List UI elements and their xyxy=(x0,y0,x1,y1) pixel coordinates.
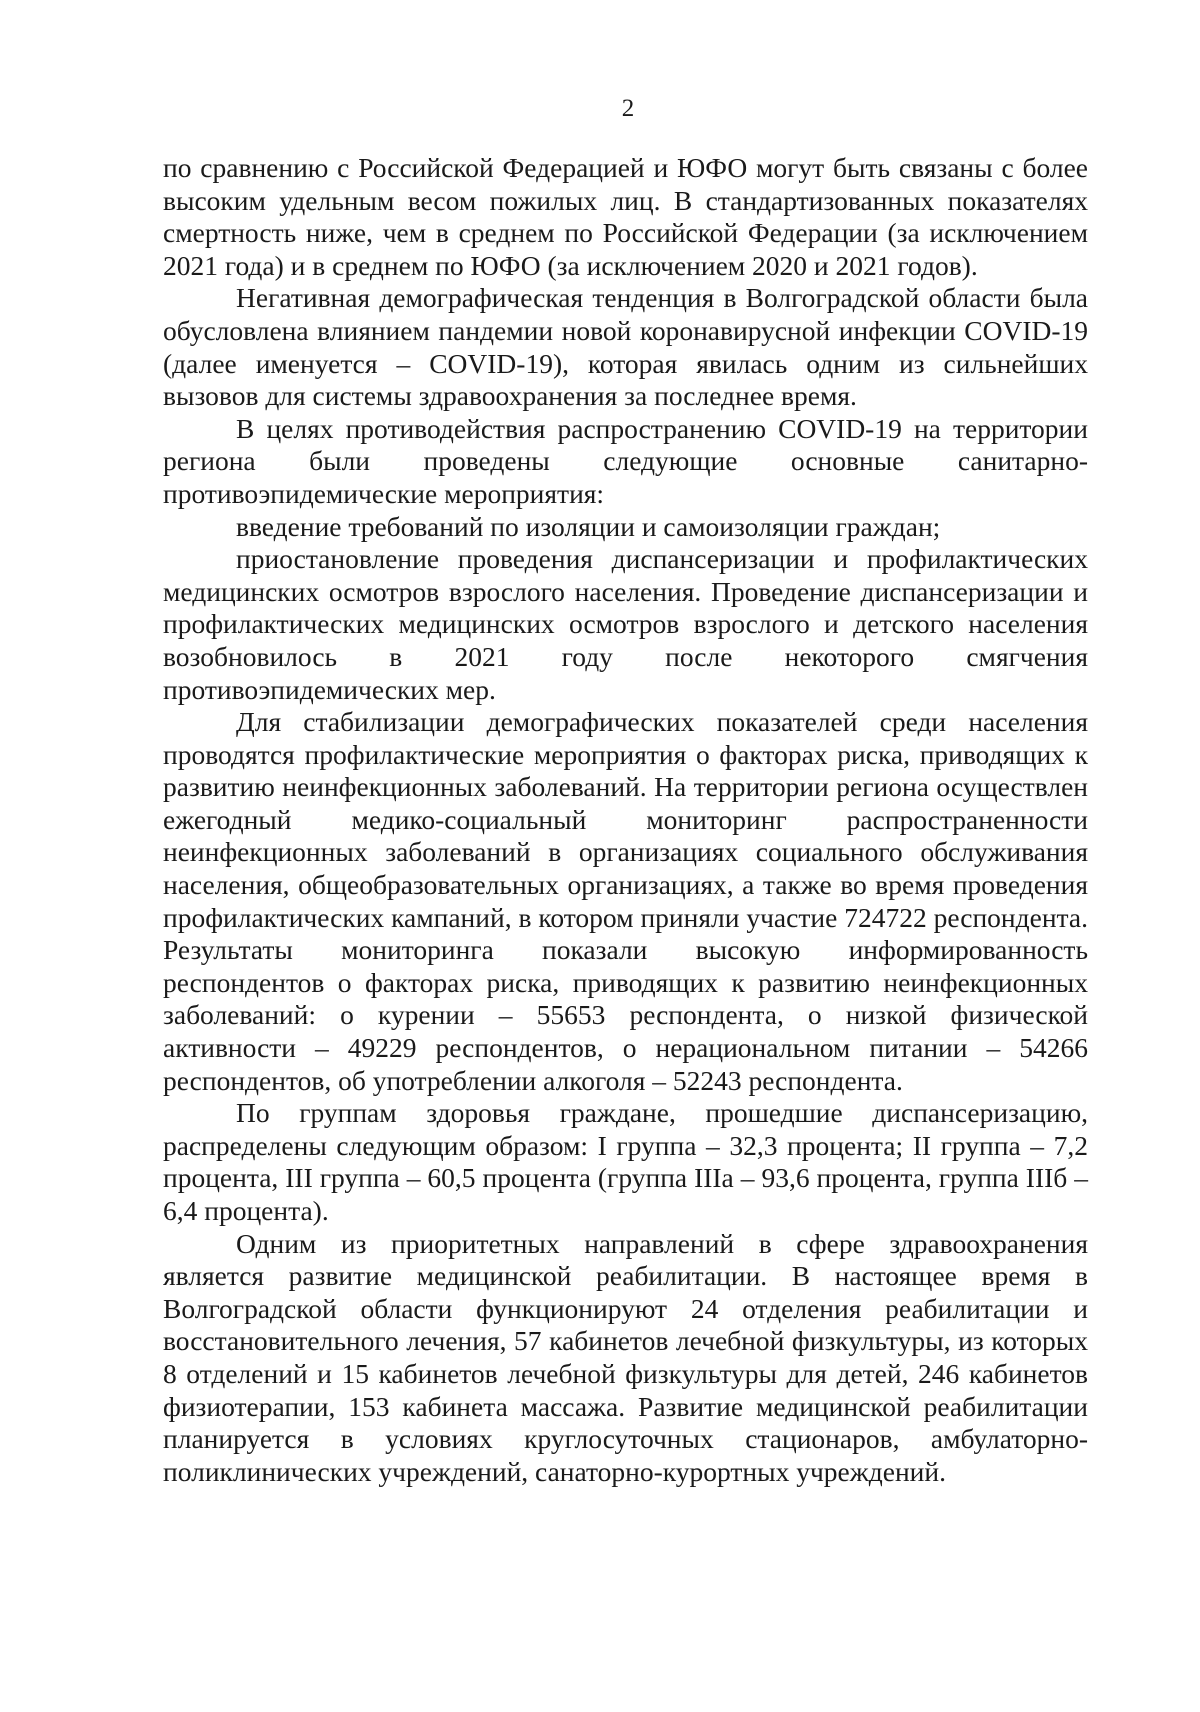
paragraph-dispensary-suspension: приостановление проведения диспансеризации и профилактических медицинских осмотров взрослого населения. Проведение диспансеризации и профилактических медицинских осмотров взрослого и детского населения возобновилось в 2021 году после некоторого смягчения противоэпидемических мер. xyxy=(163,543,1088,705)
document-body xyxy=(163,152,1088,1488)
paragraph-risk-factor-monitoring: Для стабилизации демографических показателей среди населения проводятся профилактические мероприятия о факторах риска, приводящих к развитию неинфекционных заболеваний. На территории региона осуществлен ежегодный медико-социальный мониторинг распространенности неинфекционных заболеваний в организациях социального обслуживания населения, общеобразовательных организациях, а также во время проведения профилактических кампаний, в котором приняли участие 724722 респондента. Результаты мониторинга показали высокую информированность респондентов о факторах риска, приводящих к развитию неинфекционных заболеваний: о курении – 55653 респондента, о низкой физической активности – 49229 респондентов, о нерациональном питании – 54266 респондентов, об употреблении алкоголя – 52243 респондента. xyxy=(163,706,1088,1096)
paragraph-isolation-requirements: введение требований по изоляции и самоизоляции граждан; xyxy=(236,510,941,542)
paragraph-demographic-trend: Негативная демографическая тенденция в Волгоградской области была обусловлена влиянием пандемии новой коронавирусной инфекции COVID-19 (далее именуется – COVID-19), которая явилась одним из сильнейших вызовов для системы здравоохранения за последнее время. xyxy=(163,282,1088,412)
page-number: 2 xyxy=(621,95,635,122)
paragraph-medical-rehabilitation: Одним из приоритетных направлений в сфере здравоохранения является развитие медицинской реабилитации. В настоящее время в Волгоградской области функционируют 24 отделения реабилитации и восстановительного лечения, 57 кабинетов лечебной физкультуры, из которых 8 отделений и 15 кабинетов лечебной физкультуры для детей, 246 кабинетов физиотерапии, 153 кабинета массажа. Развитие медицинской реабилитации планируется в условиях круглосуточных стационаров, амбулаторно-поликлинических учреждений, санаторно-курортных учреждений. xyxy=(163,1227,1088,1487)
paragraph-health-groups: По группам здоровья граждане, прошедшие диспансеризацию, распределены следующим образом: I группа – 32,3 процента; II группа – 7,2 процента, III группа – 60,5 процента (группа IIIа – 93,6 процента, группа IIIб – 6,4 процента). xyxy=(163,1097,1088,1226)
paragraph-mortality-comparison: по сравнению с Российской Федерацией и ЮФО могут быть связаны с более высоким удельным весом пожилых лиц. В стандартизованных показателях смертность ниже, чем в среднем по Российской Федерации (за исключением 2021 года) и в среднем по ЮФО (за исключением 2020 и 2021 годов). xyxy=(163,152,1088,281)
paragraph-covid-measures: В целях противодействия распространению COVID-19 на территории региона были проведены следующие основные санитарно-противоэпидемические мероприятия: xyxy=(163,412,1088,509)
